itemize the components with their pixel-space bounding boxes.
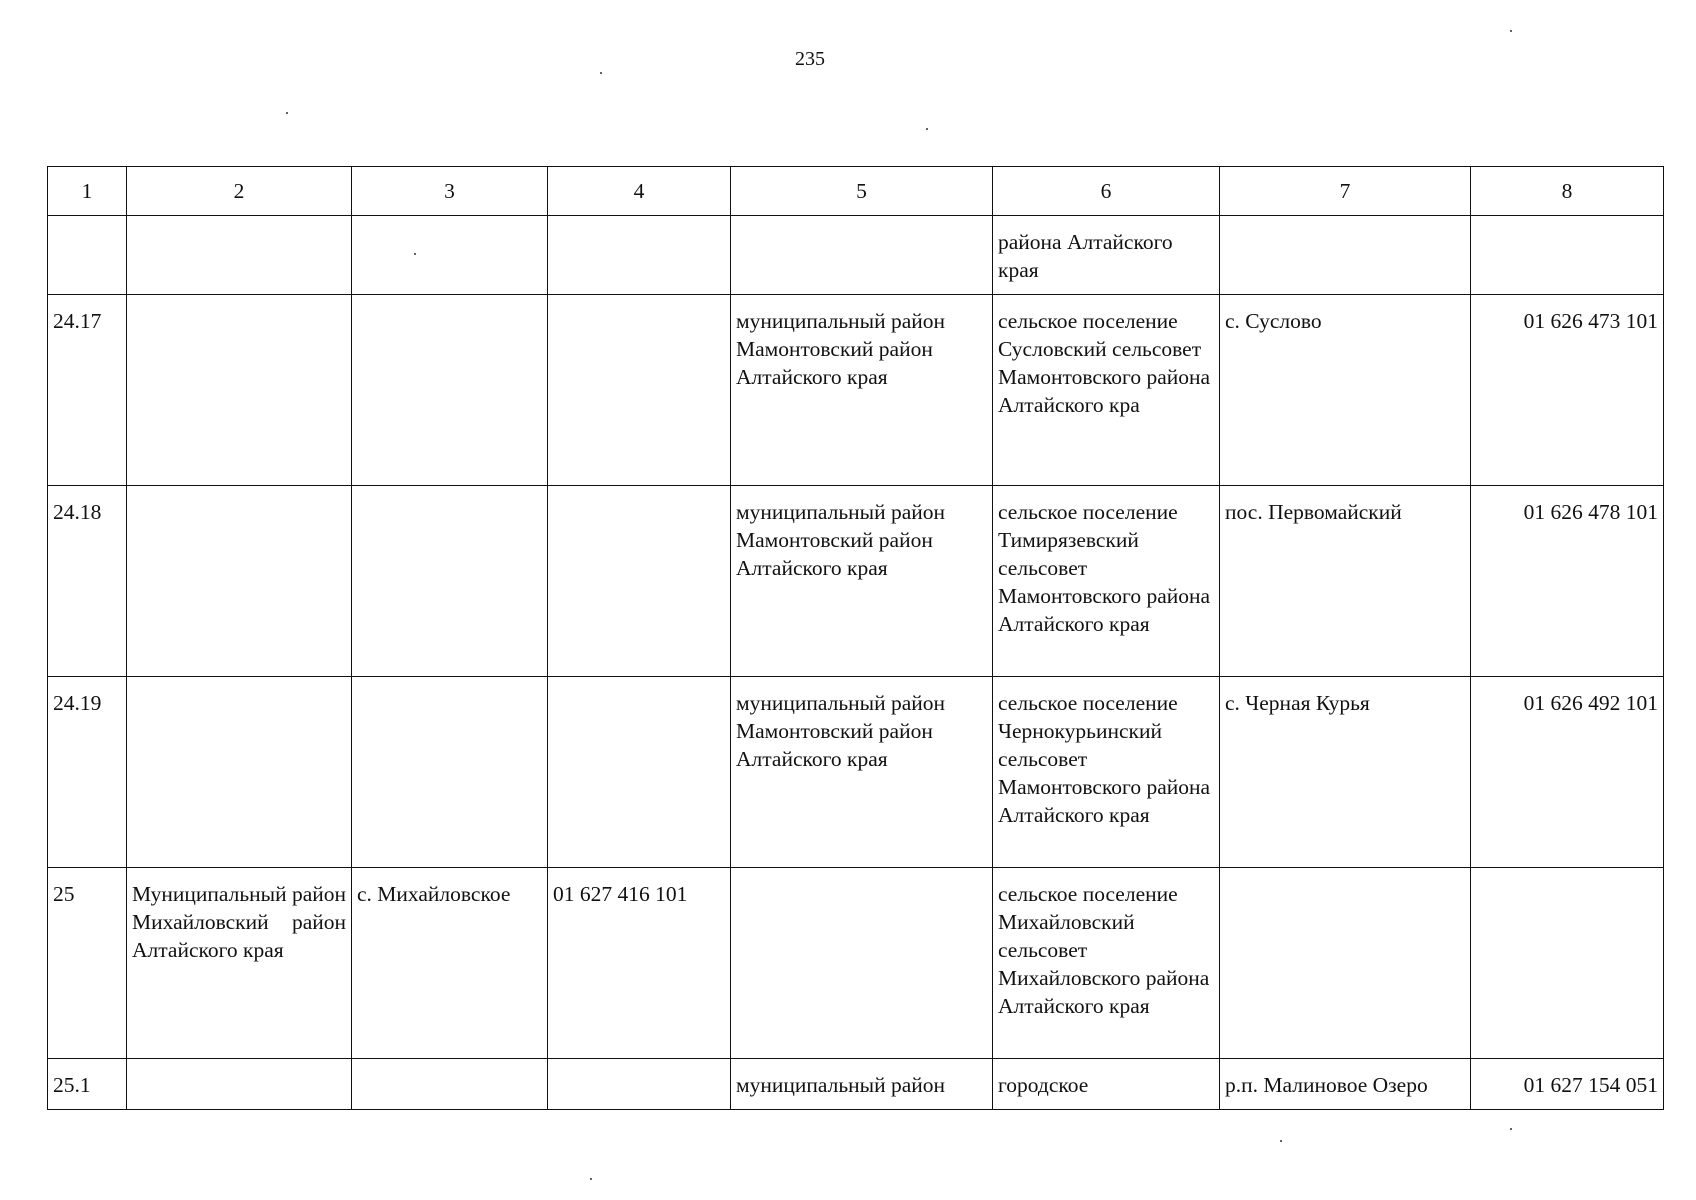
table-cell — [548, 677, 731, 868]
table-row — [48, 295, 1664, 486]
table-cell: сельское поселение Чернокурьинский сельсовет Мамонтовского района Алтайского края — [993, 677, 1220, 868]
table-cell — [1220, 868, 1471, 1059]
table-cell: с. Черная Курья — [1220, 677, 1471, 868]
table-cell: с. Суслово — [1220, 295, 1471, 486]
col-header-5: 5 — [731, 167, 993, 216]
col-header-7: 7 — [1220, 167, 1471, 216]
col-header-6: 6 — [993, 167, 1220, 216]
scan-speck — [1280, 1140, 1282, 1142]
scan-speck — [600, 72, 602, 74]
table-cell — [352, 295, 548, 486]
table-cell: 25 — [48, 868, 127, 1059]
table-cell: Муниципальный район Михайловский район Алтайского края — [127, 868, 352, 1059]
table-cell: 01 626 473 101 — [1471, 295, 1664, 486]
table-cell: муниципальный район Мамонтовский район Алтайского края — [731, 486, 993, 677]
table-cell: 01 627 154 051 — [1471, 1059, 1664, 1110]
scan-speck — [590, 1178, 592, 1180]
table-cell: 01 626 478 101 — [1471, 486, 1664, 677]
table-cell: 25.1 — [48, 1059, 127, 1110]
col-header-4: 4 — [548, 167, 731, 216]
table-cell: 01 626 492 101 — [1471, 677, 1664, 868]
table-cell — [352, 216, 548, 295]
table-cell: сельское поселение Тимирязевский сельсовет Мамонтовского района Алтайского края — [993, 486, 1220, 677]
col-header-2: 2 — [127, 167, 352, 216]
table-cell: 01 627 416 101 — [548, 868, 731, 1059]
scan-speck — [1510, 30, 1512, 32]
col-header-8: 8 — [1471, 167, 1664, 216]
table-row — [48, 486, 1664, 677]
table-cell — [548, 295, 731, 486]
table-cell — [352, 1059, 548, 1110]
table-cell — [1471, 216, 1664, 295]
table-cell: с. Михайловское — [352, 868, 548, 1059]
header-row — [48, 167, 1664, 216]
table-cell — [127, 486, 352, 677]
registry-table — [47, 166, 1664, 1110]
page-number: 235 — [795, 48, 825, 70]
table-cell: муниципальный район Мамонтовский район Алтайского края — [731, 295, 993, 486]
table-cell — [548, 486, 731, 677]
table-cell — [731, 216, 993, 295]
table-cell: сельское поселение Сусловский сельсовет Мамонтовского района Алтайского кра — [993, 295, 1220, 486]
table-cell — [548, 216, 731, 295]
table-cell: муниципальный район Мамонтовский район Алтайского края — [731, 677, 993, 868]
table-cell — [731, 868, 993, 1059]
table-row — [48, 1059, 1664, 1110]
table-cell — [548, 1059, 731, 1110]
table-cell: сельское поселение Михайловский сельсовет Михайловского района Алтайского края — [993, 868, 1220, 1059]
table-cell: 24.17 — [48, 295, 127, 486]
table-cell: 24.18 — [48, 486, 127, 677]
table-cell: 24.19 — [48, 677, 127, 868]
col-header-1: 1 — [48, 167, 127, 216]
table-cell — [352, 486, 548, 677]
table-cell — [48, 216, 127, 295]
table-row — [48, 216, 1664, 295]
table-row — [48, 868, 1664, 1059]
scan-speck — [1510, 1128, 1512, 1130]
col-header-3: 3 — [352, 167, 548, 216]
table-cell: района Алтайского края — [993, 216, 1220, 295]
scan-speck — [926, 128, 928, 130]
table-cell: муниципальный район — [731, 1059, 993, 1110]
table-cell: пос. Первомайский — [1220, 486, 1471, 677]
scan-speck — [286, 112, 288, 114]
table-cell — [127, 295, 352, 486]
scan-speck — [414, 253, 416, 255]
table-cell — [127, 677, 352, 868]
table-cell — [1220, 216, 1471, 295]
table-cell: городское — [993, 1059, 1220, 1110]
table-cell — [127, 216, 352, 295]
table-cell: р.п. Малиновое Озеро — [1220, 1059, 1471, 1110]
table-row — [48, 677, 1664, 868]
table-cell — [1471, 868, 1664, 1059]
table-cell — [352, 677, 548, 868]
table-cell — [127, 1059, 352, 1110]
